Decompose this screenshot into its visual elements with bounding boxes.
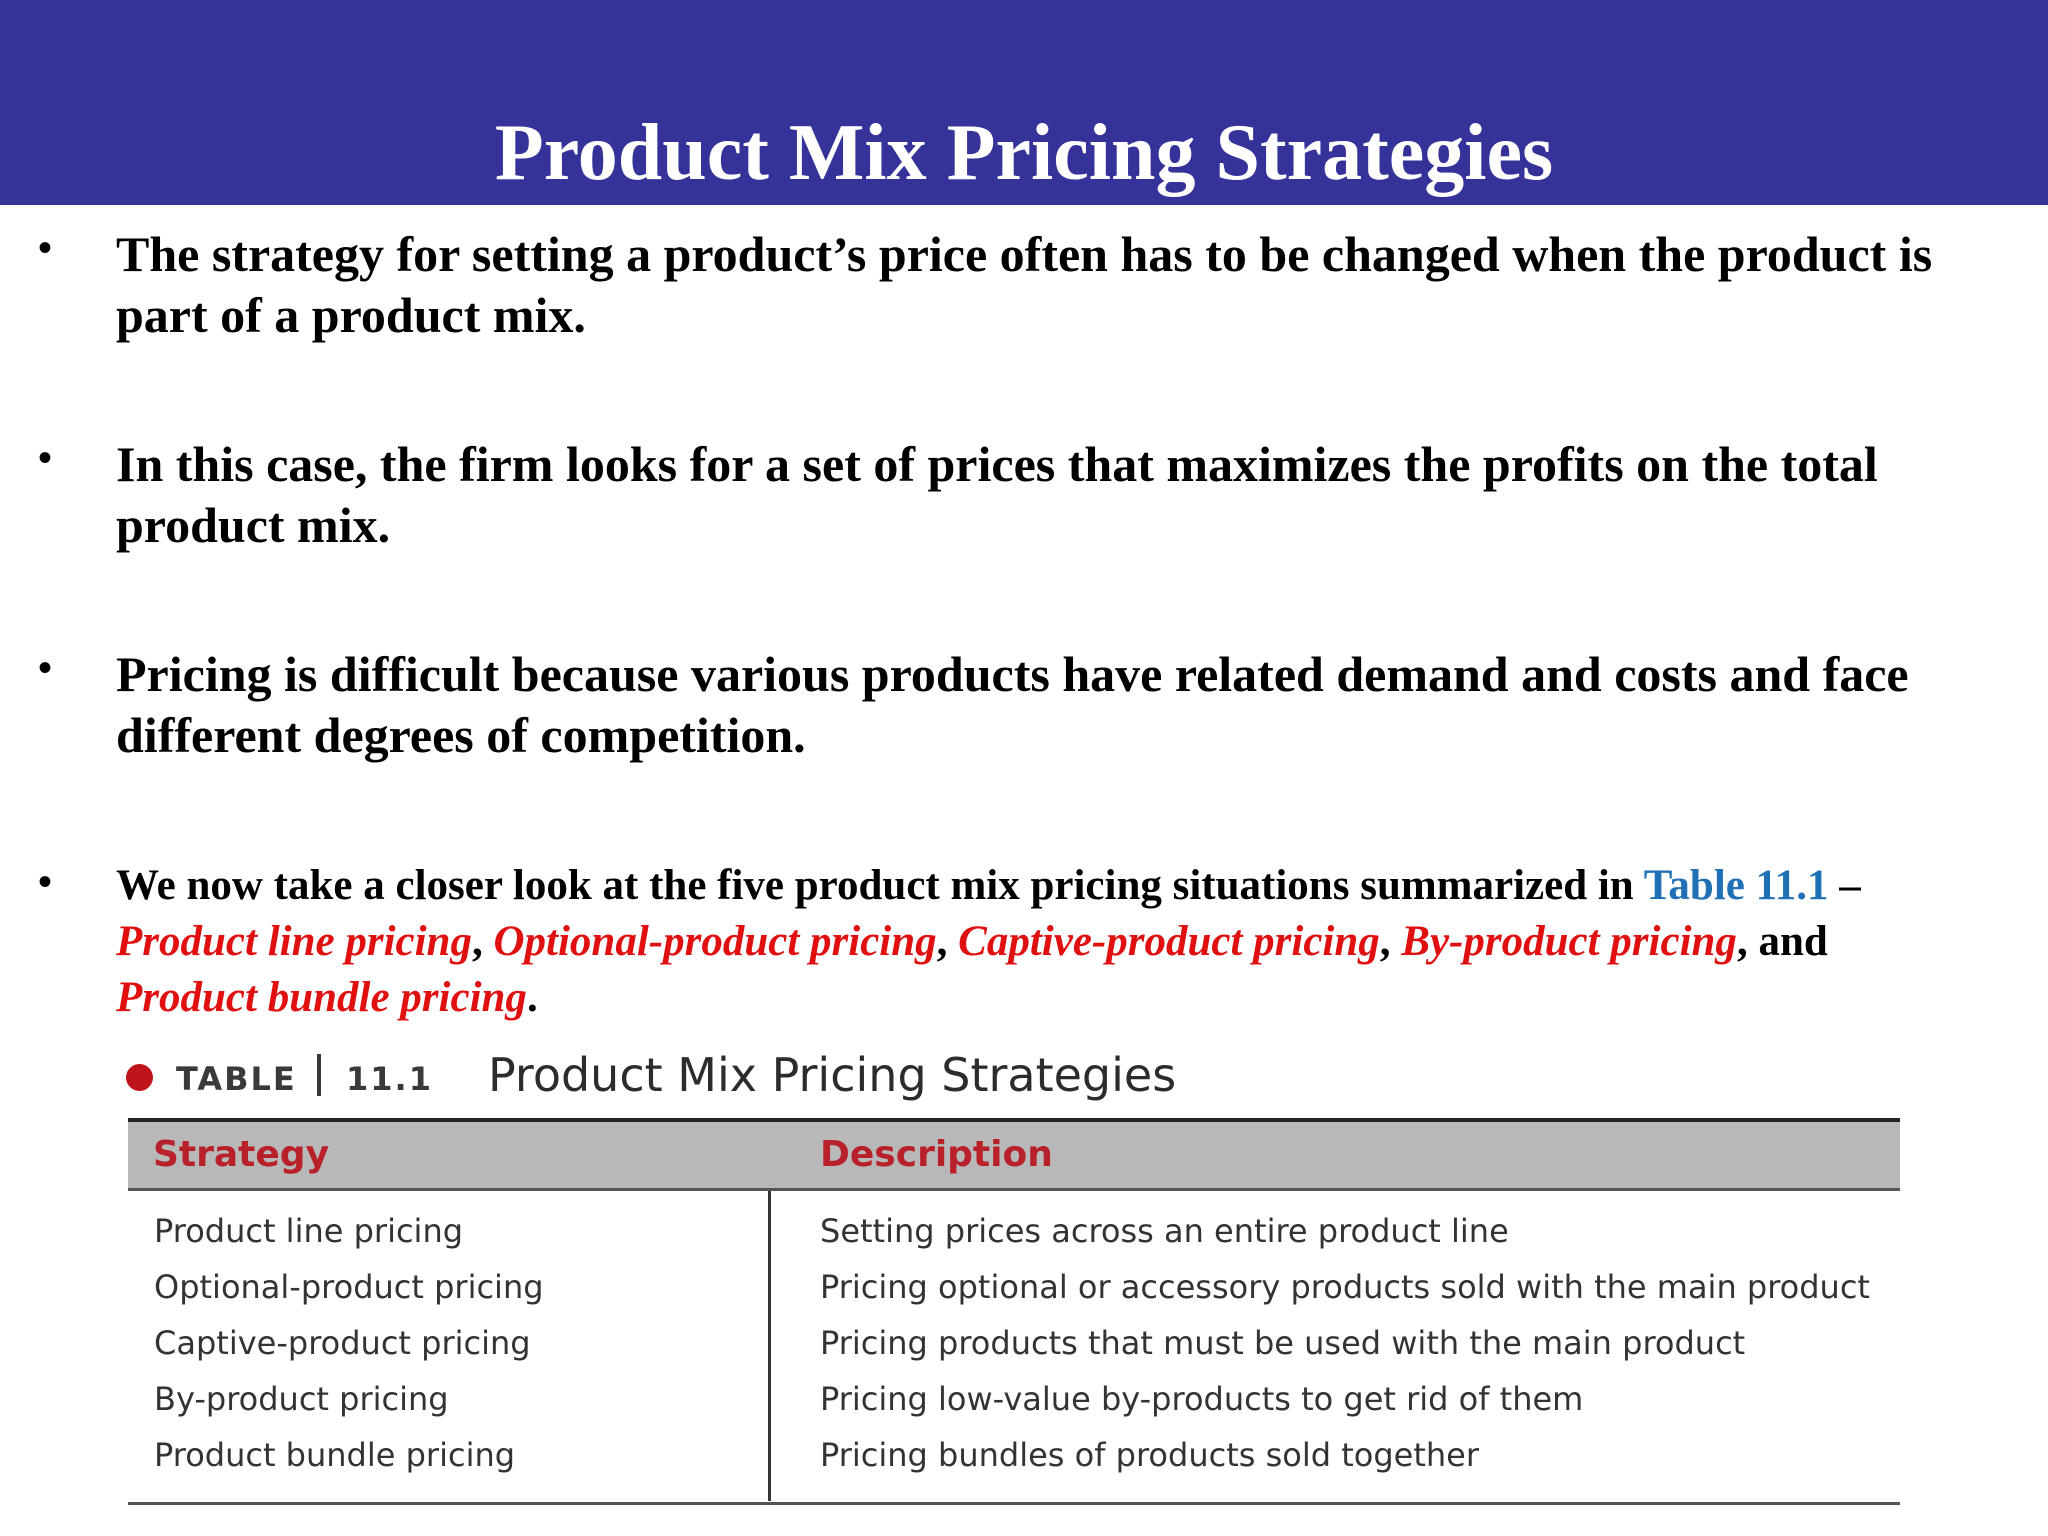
table-dot-icon <box>126 1064 153 1091</box>
and-word: , and <box>1736 918 1828 965</box>
table-title: Product Mix Pricing Strategies <box>488 1048 1177 1102</box>
cell-description: Pricing products that must be used with the main product <box>820 1324 1746 1362</box>
cell-description: Setting prices across an entire product line <box>820 1212 1509 1250</box>
bullet-text <box>116 858 2036 1026</box>
table-row <box>128 1212 1900 1268</box>
cell-description: Pricing bundles of products sold together <box>820 1436 1479 1474</box>
table-label-divider <box>317 1054 321 1096</box>
cell-strategy: Product line pricing <box>154 1212 464 1250</box>
table-header-row <box>128 1122 1900 1191</box>
table-heading <box>124 1044 1224 1106</box>
table-label-word: TABLE <box>176 1060 297 1098</box>
slide-title: Product Mix Pricing Strategies <box>494 109 1554 197</box>
dash: – <box>1828 862 1861 909</box>
table-row <box>128 1436 1900 1492</box>
bullet-dot: • <box>38 225 53 270</box>
period: . <box>526 974 538 1021</box>
separator: , <box>936 918 959 965</box>
table-row <box>128 1380 1900 1436</box>
table-row <box>128 1324 1900 1380</box>
term-product-bundle-pricing: Product bundle pricing <box>116 974 527 1021</box>
separator: , <box>1379 918 1402 965</box>
cell-description: Pricing optional or accessory products sold with the main product <box>820 1268 1870 1306</box>
table-reference-link[interactable]: Table 11.1 <box>1643 862 1829 909</box>
table-label-number: 11.1 <box>346 1060 433 1098</box>
bullet-dot: • <box>38 645 53 690</box>
bullet-text: The strategy for setting a product’s price often has to be changed when the product is part of a product mix. <box>116 226 1933 343</box>
term-product-line-pricing: Product line pricing <box>116 918 472 965</box>
cell-description: Pricing low-value by-products to get rid of them <box>820 1380 1584 1418</box>
bullet-text: Pricing is difficult because various products have related demand and costs and face different degrees of competition. <box>116 646 1909 763</box>
bullet-dot: • <box>38 859 53 904</box>
table-row <box>128 1268 1900 1324</box>
cell-strategy: Captive-product pricing <box>154 1324 531 1362</box>
bullet-text: In this case, the firm looks for a set of prices that maximizes the profits on the total product mix. <box>116 436 1878 553</box>
header-description: Description <box>820 1134 1053 1175</box>
separator: , <box>471 918 494 965</box>
cell-strategy: Optional-product pricing <box>154 1268 544 1306</box>
cell-strategy: By-product pricing <box>154 1380 449 1418</box>
table-bottom-rule <box>128 1502 1900 1505</box>
header-strategy: Strategy <box>153 1134 330 1175</box>
term-by-product-pricing: By-product pricing <box>1401 918 1737 965</box>
bullet-lead: We now take a closer look at the five product mix pricing situations summarized in <box>116 862 1644 909</box>
term-optional-product-pricing: Optional-product pricing <box>493 918 937 965</box>
cell-strategy: Product bundle pricing <box>154 1436 516 1474</box>
bullet-dot: • <box>38 435 53 480</box>
term-captive-product-pricing: Captive-product pricing <box>958 918 1380 965</box>
